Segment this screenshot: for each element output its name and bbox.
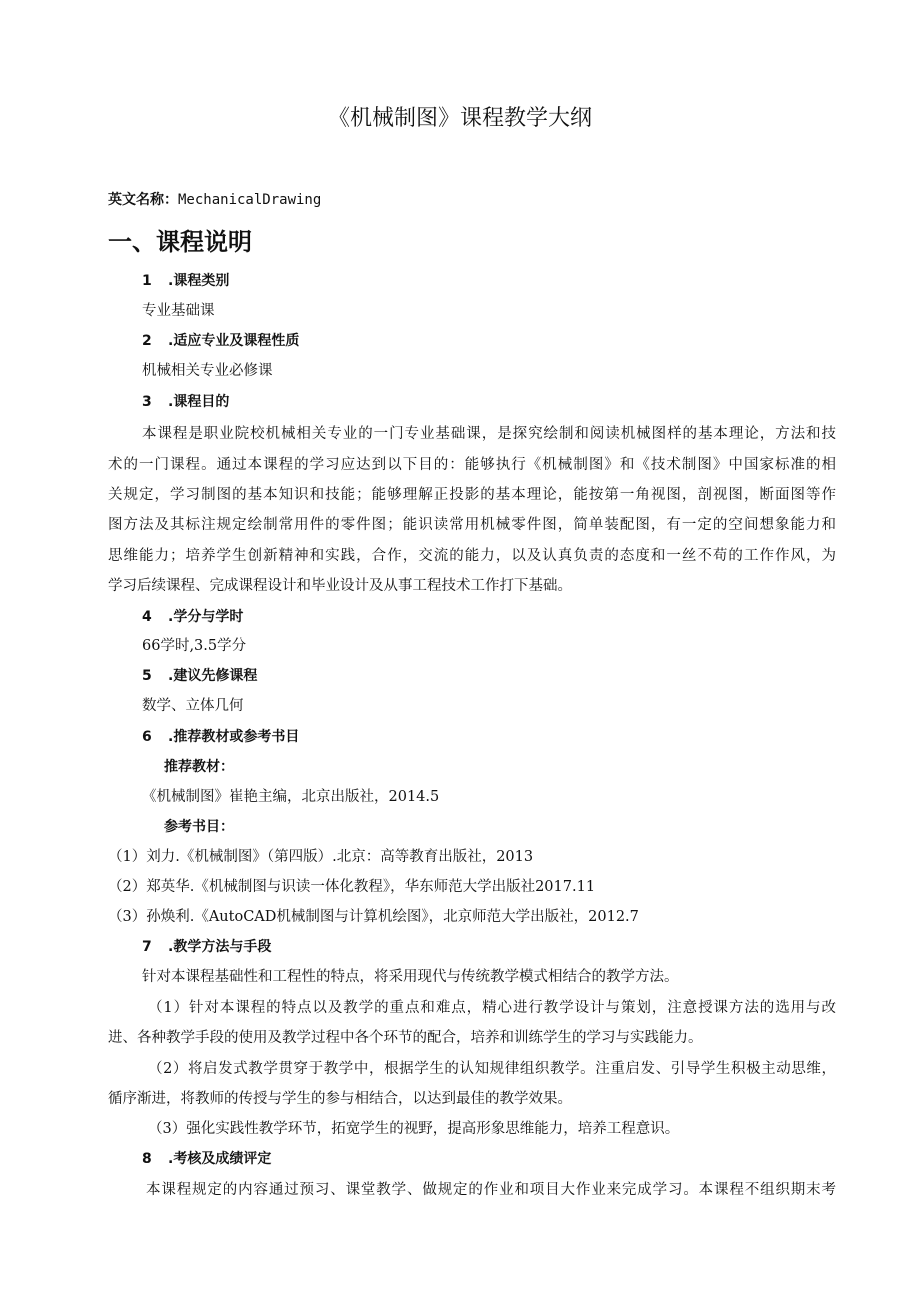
document-title: 《机械制图》课程教学大纲 <box>327 106 592 131</box>
assessment-line: 本课程规定的内容通过预习、课堂教学、做规定的作业和项目大作业来完成学习。本课程不组织期末考 <box>146 1182 836 1198</box>
item-text-5: 数学、立体几何 <box>142 698 244 714</box>
english-name-value: MechanicalDrawing <box>178 192 322 208</box>
purpose-line: 术的一门课程。通过本课程的学习应达到以下目的：能够执行《机械制图》和《技术制图》中国家标准的相 <box>108 457 836 473</box>
item-text-1: 专业基础课 <box>142 303 215 319</box>
item-heading-4: 4 .学分与学时 <box>142 609 244 625</box>
purpose-line: 关规定，学习制图的基本知识和技能；能够理解正投影的基本理论，能按第一角视图，剖视图，断面图等作 <box>108 487 836 503</box>
item-heading-6: 6 .推荐教材或参考书目 <box>142 729 300 745</box>
reference-entry: （2）郑英华.《机械制图与识读一体化教程》，华东师范大学出版社2017.11 <box>108 879 596 895</box>
method-paragraph-line: （3）强化实践性教学环节，拓宽学生的视野，提高形象思维能力，培养工程意识。 <box>148 1121 680 1137</box>
reference-entry: （3）孙焕利.《AutoCAD机械制图与计算机绘图》，北京师范大学出版社，2012.7 <box>108 909 639 925</box>
item-heading-1: 1 .课程类别 <box>142 273 230 289</box>
english-name-label: 英文名称： <box>108 192 178 208</box>
item-text-4: 66学时,3.5学分 <box>142 638 247 654</box>
item-heading-5: 5 .建议先修课程 <box>142 668 258 684</box>
item-heading-2: 2 .适应专业及课程性质 <box>142 333 300 349</box>
purpose-line: 图方法及其标注规定绘制常用件的零件图；能识读常用机械零件图，简单装配图，有一定的空间想象能力和 <box>108 517 836 533</box>
method-intro: 针对本课程基础性和工程性的特点，将采用现代与传统教学模式相结合的教学方法。 <box>142 969 679 985</box>
purpose-line: 思维能力；培养学生创新精神和实践，合作，交流的能力，以及认真负责的态度和一丝不苟的工作作风，为 <box>108 548 836 564</box>
method-paragraph-line: 循序渐进，将教师的传授与学生的参与相结合，以达到最佳的教学效果。 <box>108 1091 572 1107</box>
section-heading-course-description: 一、课程说明 <box>108 228 252 256</box>
reference-label: 参考书目： <box>164 819 234 835</box>
method-paragraph-line: （2）将启发式教学贯穿于教学中，根据学生的认知规律组织教学。注重启发、引导学生积极主动思维， <box>148 1061 836 1077</box>
item-heading-8: 8 .考核及成绩评定 <box>142 1151 272 1167</box>
item-heading-3: 3 .课程目的 <box>142 394 230 410</box>
purpose-line: 学习后续课程、完成课程设计和毕业设计及从事工程技术工作打下基础。 <box>108 578 572 594</box>
method-paragraph-line: 进、各种教学手段的使用及教学过程中各个环节的配合，培养和训练学生的学习与实践能力。 <box>108 1030 703 1046</box>
method-paragraph-line: （1）针对本课程的特点以及教学的重点和难点，精心进行教学设计与策划，注意授课方法的选用与改 <box>148 1000 836 1016</box>
reference-entry: （1）刘力.《机械制图》（第四版）.北京：高等教育出版社，2013 <box>108 849 534 865</box>
textbook-entry: 《机械制图》崔艳主编，北京出版社，2014.5 <box>142 789 440 805</box>
english-name-row <box>108 190 321 210</box>
textbook-label: 推荐教材： <box>164 759 234 775</box>
item-heading-7: 7 .教学方法与手段 <box>142 939 272 955</box>
purpose-line: 本课程是职业院校机械相关专业的一门专业基础课，是探究绘制和阅读机械图样的基本理论，方法和技 <box>142 426 836 442</box>
item-text-2: 机械相关专业必修课 <box>142 363 273 379</box>
